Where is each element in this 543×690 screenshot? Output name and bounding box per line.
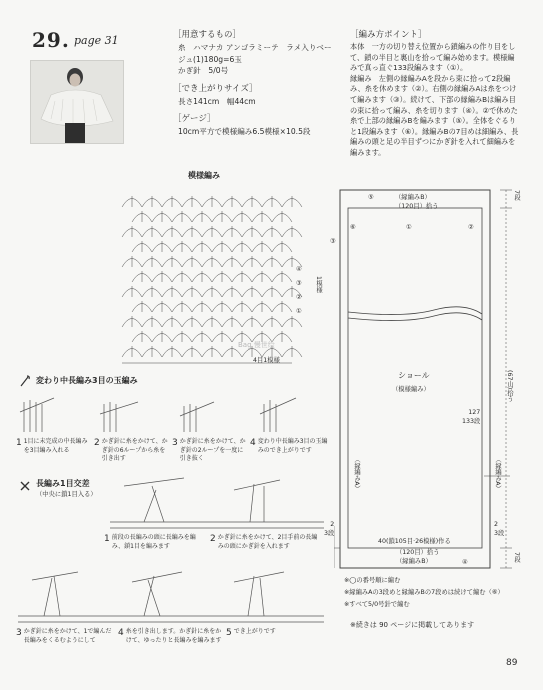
edge-b-top-label: （縁編みB）	[395, 194, 431, 201]
tech1-step-2	[94, 438, 170, 464]
mark-4: ④	[462, 559, 468, 566]
tech1-step-3-num: 3	[172, 438, 178, 448]
tech2-step-4-num: 4	[118, 628, 124, 638]
tech2-step-1-text: 前段の長編みの頭に長編みを編み、鎖1目を編みます	[111, 534, 196, 550]
shawl-title: ショール	[398, 371, 430, 380]
chart-bottom-label: 4目1模様	[253, 357, 280, 364]
chart-row-2: ②	[296, 294, 302, 301]
stitches-top-label: （120目）拾う	[395, 203, 439, 210]
body-length-label: 127 133段	[462, 409, 481, 425]
points-body: 本体 一方の切り替え位置から鎖編みの作り目をして、鎖の半目と裏山を拾って編み始めます。模様編みで真っ直ぐ133段編みます（①）。 縁編み 左側の縁編みAを段から束に拾って2段編み、糸を休めます（②）。右側の縁編みAは糸をつけて編みます（③）。続けて、下部の縁編みBは編み目の束に拾って編み、糸を切ります（④）。②で休めた糸で上部の縁編みBを編みます（⑤）。全体をぐるりと1段編みます（⑥）。縁編みBの7目めは細編み、長編みの頭と足の半目ずつにかぎ針を入れて細編みを編みます。	[350, 42, 519, 157]
tech1-step-1-text: 1目に未完成の中長編みを3目編み入れる	[23, 438, 88, 454]
technique1-title: 変わり中長編み3目の玉編み	[36, 376, 138, 385]
mark-2: ②	[468, 224, 474, 231]
technique1-diagrams	[14, 392, 330, 434]
tech2-step-2-text: かぎ針に糸をかけて、2目手前の長編みの頭にかぎ針を入れます	[217, 534, 318, 550]
tech2-step-3-num: 3	[16, 628, 22, 638]
materials-body: 糸 ハマナカ アンゴラミーテ ラメ入りベージュ(1)180g=6玉 かぎ針 5/0号	[178, 43, 332, 75]
technique2-diagrams-bottom	[14, 568, 330, 626]
mark-3: ③	[330, 238, 336, 245]
finished-size-body: 長さ141cm 幅44cm	[178, 97, 256, 106]
tech2-step-3-text: かぎ針に糸をかけて、1で編んだ長編みをくるむようにして	[23, 628, 112, 644]
points-title: ［編み方ポイント］	[350, 30, 427, 40]
tech2-step-5-text: でき上がりです	[233, 628, 276, 635]
page-number: 89	[506, 658, 518, 668]
model-photo	[30, 60, 124, 144]
left-bottom-rows: 2 3段	[494, 521, 505, 537]
chart-row-4: ④	[296, 266, 302, 273]
shawl-schematic	[334, 186, 534, 576]
tech1-step-2-text: かぎ針に糸をかけて、かぎ針の6ループから糸を引き出す	[101, 438, 168, 463]
edge-b-bottom-label: （縁編みB）	[396, 558, 432, 565]
edge-a-right-label: （縁編みA）	[494, 456, 501, 492]
tech1-step-3-text: かぎ針に糸をかけて、かぎ針の2ループを一度に引き抜く	[179, 438, 246, 463]
tech2-step-4	[118, 628, 222, 645]
technique2-title: 長編み1目交差	[36, 479, 90, 488]
tech1-step-4-text: 変わり中長編み3目の玉編みのでき上がりです	[257, 438, 328, 454]
finished-size-title: ［でき上がりサイズ］	[173, 84, 258, 94]
mark-1: ①	[406, 224, 412, 231]
tech2-step-5	[226, 628, 322, 638]
chart-row-1: ①	[296, 308, 302, 315]
technique2-diagrams-top	[104, 476, 330, 532]
tech1-step-4-num: 4	[250, 438, 256, 448]
stitch-chart	[110, 184, 332, 368]
tech1-step-4	[250, 438, 328, 455]
continued-note: ※続きは 90 ページに掲載してあります	[350, 621, 475, 629]
tech2-step-3	[16, 628, 112, 645]
tech1-step-1-num: 1	[16, 438, 22, 448]
technique1-icon	[18, 373, 32, 392]
mark-5: ⑤	[368, 194, 374, 201]
tech2-step-4-text: 糸を引き出します。かぎ針に糸をかけて、ゆったりと長編みを編みます	[125, 628, 222, 644]
pattern-number: 29.	[32, 28, 70, 52]
gauge-body: 10cm平方で模様編み6.5模様×10.5段	[178, 127, 311, 136]
tech1-step-2-num: 2	[94, 438, 100, 448]
note-1: ※◯の番号順に編む	[344, 577, 401, 584]
top-rows-label: 7段	[513, 190, 520, 201]
mark-6: ⑥	[350, 224, 356, 231]
tech1-step-3	[172, 438, 248, 464]
gauge-title: ［ゲージ］	[173, 114, 216, 124]
tech2-step-2	[210, 534, 318, 551]
tech2-step-2-num: 2	[210, 534, 216, 544]
materials-title: ［用意するもの］	[173, 30, 242, 40]
watermark: Bag 慢世绘	[238, 341, 275, 349]
tech2-step-5-num: 5	[226, 628, 232, 638]
note-3: ※すべて5/0号針で編む	[344, 601, 410, 608]
page-reference: page 31	[74, 34, 119, 47]
technique2-subtitle: （中央に鎖1目入る）	[36, 491, 97, 498]
chart-title: 模様編み	[188, 171, 220, 180]
right-total-label: (67山)拾う	[506, 370, 513, 402]
chart-row-3: ③	[296, 280, 302, 287]
tech2-step-1	[104, 534, 202, 551]
bottom-count-label: 40(鎖105目·26模様)作る	[378, 538, 451, 545]
shawl-subtitle: （模様編み）	[392, 386, 430, 393]
stitches-bottom-label: （120目）拾う	[396, 549, 440, 556]
tech2-step-1-num: 1	[104, 534, 110, 544]
left-top-rows: 2 3段	[324, 521, 335, 537]
model-photo-illustration	[31, 61, 124, 144]
technique2-icon	[18, 478, 32, 497]
note-2: ※縁編みAの3段めと縁編みBの7段めは続けて編む（⑥）	[344, 589, 504, 596]
tech1-step-1	[16, 438, 92, 455]
bottom-rows-label: 7段	[513, 552, 520, 563]
chart-pattern-repeat-label: 1模様	[315, 276, 322, 293]
edge-a-left-label: （縁編みA）	[353, 456, 360, 492]
